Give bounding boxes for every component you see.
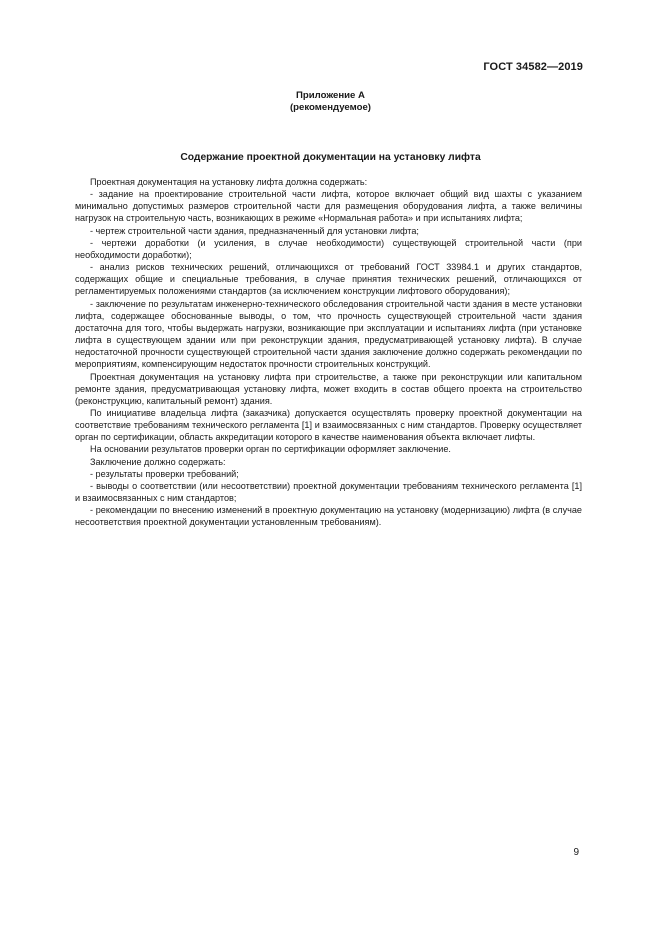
- paragraph: Проектная документация на установку лифта должна содержать:: [90, 177, 368, 187]
- section-title: Содержание проектной документации на установку лифта: [180, 152, 481, 163]
- paragraph: На основании результатов проверки орган по сертификации оформляет заключение.: [90, 444, 451, 455]
- document-code: ГОСТ 34582—2019: [483, 61, 583, 73]
- list-item: - задание на проектирование строительной части лифта, которое включает общий вид шахты с указанием минимально допустимых размеров строительной части для размещения оборудования лифта, а также величины нагрузок на строительную часть, возникающих в режиме «Нормальная работа» и при испытаниях лифта;: [75, 189, 582, 224]
- list-item: - рекомендации по внесению изменений в проектную документацию на установку (модернизацию) лифта (в случае несоответствия проектной документации установленным требованиям).: [75, 505, 582, 528]
- annex-title: Приложение А: [296, 90, 365, 101]
- list-item: - чертеж строительной части здания, предназначенный для установки лифта;: [90, 225, 419, 236]
- paragraph: Заключение должно содержать:: [90, 456, 226, 467]
- body-text: [75, 176, 582, 529]
- annex-status: (рекомендуемое): [289, 102, 371, 113]
- list-item: - заключение по результатам инженерно-технического обследования строительной части здания в месте установки лифта, содержащее обоснованные выводы, о том, что прочность существующей строительной части здания достаточна для того, чтобы выдержать нагрузки, возникающие при эксплуатации и испытаниях лифта (при установке лифта в существующем здании или при реконструкции здания, предусматривающей установку лифта). В случае недостаточной прочности существующей строительной части здания заключение должно содержать рекомендации по мероприятиям, компенсирующим недостаток прочности строительных конструкций.: [75, 298, 582, 370]
- paragraph: Проектная документация на установку лифта при строительстве, а также при реконструкции или капитальном ремонте здания, предусматривающая установку лифта, может входить в состав общего проекта на строительство (реконструкцию, капитальный ремонт) здания.: [75, 371, 582, 406]
- list-item: - чертежи доработки (и усиления, в случае необходимости) существующей строительной части (при необходимости доработки);: [75, 237, 582, 260]
- paragraph: По инициативе владельца лифта (заказчика) допускается осуществлять проверку проектной документации на соответствие требованиям технического регламента [1] и взаимосвязанных с ним стандартов. Проверку осуществляет орган по сертификации, область аккредитации которого в качестве наименования объекта включает лифты.: [75, 407, 582, 443]
- annex-heading: [0, 90, 661, 114]
- page-number: 9: [573, 847, 579, 858]
- list-item: - результаты проверки требований;: [90, 468, 239, 479]
- list-item: - анализ рисков технических решений, отличающихся от требований ГОСТ 33984.1 и других стандартов, содержащих общие и специальные требования, в случае принятия технических решений, отличающихся от регламентируемых положениями стандартов (за исключением конструкции лифтового оборудования);: [75, 262, 582, 297]
- list-item: - выводы о соответствии (или несоответствии) проектной документации требованиям технического регламента [1] и взаимосвязанных с ним стандартов;: [75, 480, 582, 504]
